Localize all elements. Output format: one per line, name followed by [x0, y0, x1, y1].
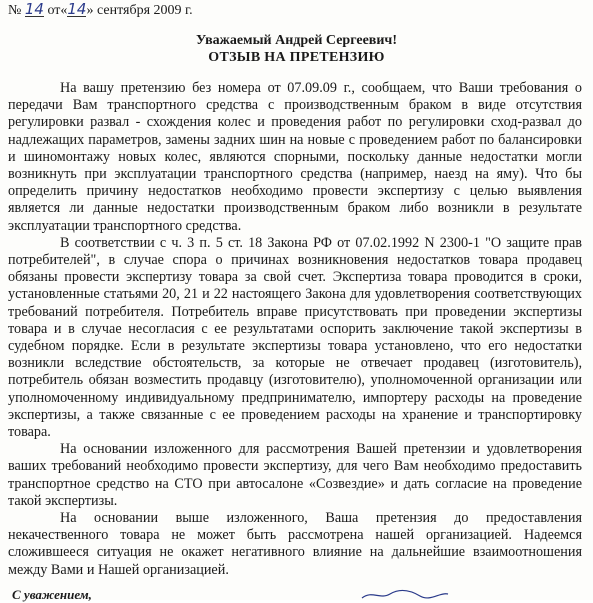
- day-close-quote: »: [86, 3, 94, 18]
- signature-scribble: [360, 588, 450, 600]
- letter-body: [8, 80, 582, 579]
- letter-header: [8, 2, 193, 19]
- paragraph-3: На основании изложенного для рассмотрения Вашей претензии и удовлетворения ваших требований необходимо провести экспертизу, для чего Вам необходимо предоставить транспортное средство на СТО при автосалоне «Созвездие» и дать согласие на проведение такой экспертизы.: [8, 441, 582, 509]
- day-open-quote: «: [60, 3, 68, 18]
- letter-number: 14: [24, 0, 44, 18]
- letter-month-year: сентября 2009 г.: [96, 3, 193, 18]
- paragraph-2: В соответствии с ч. 3 п. 5 ст. 18 Закона РФ от 07.02.1992 N 2300-1 "О защите прав потребителей", в случае спора о причинах возникновения недостатков товара продавец обязаны провести экспертизу товара за свой счет. Экспертиза товара проводится в сроки, установленные статьями 20, 21 и 22 настоящего Закона для удовлетворения соответствующих требований потребителя. Потребитель вправе присутствовать при проведении экспертизы товара и в случае несогласия с ее результатами оспорить заключение такой экспертизы в судебном порядке. Если в результате экспертизы товара установлено, что его недостатки возникли вследствие обстоятельств, за которые не отвечает продавец (изготовитель), потребитель обязан возместить продавцу (изготовителю), уполномоченной организации или уполномоченному индивидуальному предпринимателю, импортеру расходы на проведение экспертизы, а также связанные с ее проведением расходы на хранение и транспортировку товара.: [8, 234, 582, 441]
- greeting: Уважаемый Андрей Сергеевич!: [196, 33, 397, 48]
- paragraph-1: На вашу претензию без номера от 07.09.09 г., сообщаем, что Ваши требования о передачи Вам транспортного средства с производственным браком в виде отсутствия регулировки развал - схождения колес и проведения работ по регулировки сход-развал до надлежащих параметров, замены задних шин на новые с проведением работ по балансировки и шиномонтажу новых колес, являются спорными, поскольку данные недостатки могли возникнуть при эксплуатации транспортного средства (например, наезд на яму). Что бы определить причину недостатков необходимо провести экспертизу с целью выявления является ли данные недостатки производственным браком либо возникли в результате эксплуатации транспортного средства.: [8, 80, 582, 234]
- from-word: от: [47, 3, 61, 18]
- paragraph-4: На основании выше изложенного, Ваша претензия до предоставления некачественного товара не может быть рассмотрена нашей организацией. Надеемся сложившееся ситуация не окажет негативного влияние на дальнейшие взаимоотношения между Вами и Нашей организацией.: [8, 510, 582, 578]
- number-prefix: №: [8, 3, 22, 18]
- letter-day: 14: [67, 0, 87, 18]
- document-title: ОТЗЫВ НА ПРЕТЕНЗИЮ: [208, 50, 385, 65]
- signoff: С уважением,: [12, 587, 92, 602]
